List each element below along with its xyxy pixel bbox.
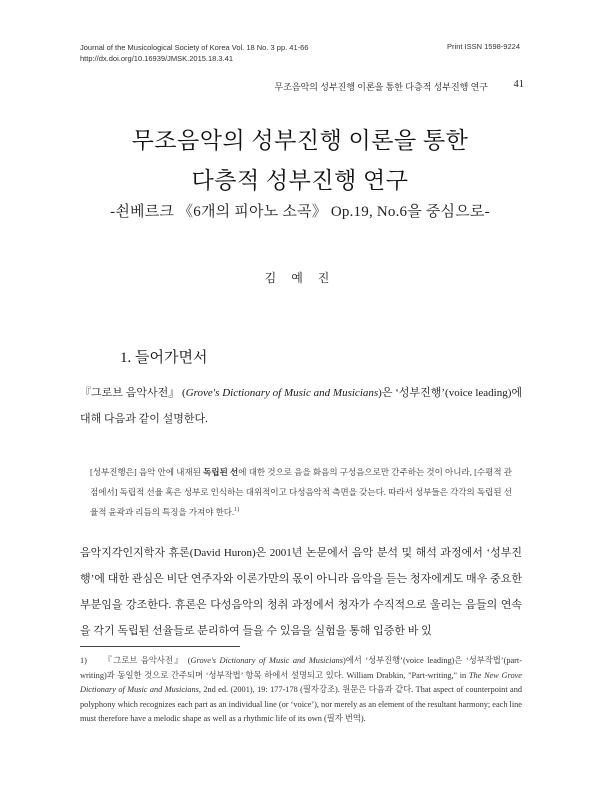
footnote-text-2: )에서 ‘성부진행’(voice leading)은 ‘성부작법’(part-writing)과 동일한 것으로 간주되며 ‘성부작법’ 항목 하에서 설명되고 있다. William Drabkin, "Part-writing," in (80, 656, 522, 680)
journal-citation (80, 42, 308, 64)
author-name: 김 예 진 (264, 271, 336, 285)
quote-emphasis: 독립된 선 (203, 467, 239, 477)
running-title: 무조음악의 성부진행 이론을 통한 다층적 성부진행 연구 (274, 82, 488, 92)
footnote-text-3: , 2nd ed. (2001), 19: 177-178 (필자강조). 원문은 다음과 같다. That aspect of counterpoint and polyphony which recognizes each part as an individual line (or ‘voice’), nor merely as an element of the resultant harmony; each line must therefore have a melodic shape as well as a rhythmic life of its own (필자 번역). (80, 685, 523, 723)
footnote-book-en: Grove's Dictionary of Music and Musicians (190, 656, 343, 665)
doi-link[interactable]: http://dx.doi.org/10.16939/JMSK.2015.18.3.41 (80, 54, 234, 63)
paragraph-huron: 음악지각인지학자 휴론(David Huron)은 2001년 논문에서 음악 분석 및 해석 과정에서 ‘성부진행’에 대한 관심은 비단 연주자와 이론가만의 몫이 아니라 음악을 듣는 청자에게도 매우 중요한 부분임을 강조한다. 휴론은 다성음악의 청취 과정에서 청자가 수직적으로 울리는 음들의 연속을 각기 독립된 선율들로 분리하여 들을 수 있음을 실험을 통해 입증한 바 있 (80, 547, 522, 637)
intro-text: )은 ‘성부진행’(voice leading)에 대해 다음과 같이 설명한다. (80, 387, 522, 425)
footnote (80, 654, 522, 727)
journal-info: Journal of the Musicological Society of Korea Vol. 18 No. 3 pp. 41-66 (80, 43, 309, 52)
quote-text-2: 에 대한 것으로 음을 화음의 구성음으로만 간주하는 것이 아니라, [수평적 관점에서] 독립적 선율 혹은 성부로 인식하는 대위적이고 다성음악적 측면을 갖는다. 따라서 성부들은 각각의 독립된 선율적 윤곽과 리듬의 특징을 가져야 한다. (90, 467, 512, 517)
footnote-ref[interactable]: 1) (234, 507, 240, 514)
print-issn: Print ISSN 1598-9224 (447, 42, 520, 51)
page-number: 41 (513, 79, 524, 90)
book-title-kr: 『그로브 음악사전』 (80, 387, 180, 399)
footnote-divider (80, 646, 240, 647)
title-line-1: 무조음악의 성부진행 이론을 통한 (131, 128, 469, 153)
block-quote (90, 462, 512, 522)
book-title-en: Grove's Dictionary of Music and Musicians (185, 387, 379, 399)
title-line-2: 다층적 성부진행 연구 (191, 168, 409, 193)
footnote-number: 1) (80, 656, 87, 665)
subtitle: -쇤베르크 《6개의 피아노 소곡》 Op.19, No.6을 중심으로- (110, 204, 490, 220)
paragraph-intro (80, 380, 522, 432)
quote-text-1: [성부진행은] 음악 안에 내재된 (90, 467, 204, 477)
footnote-grove-title: The New Grove Dictionary of Music and Musicians (80, 670, 522, 694)
paren-open: ( (182, 387, 186, 399)
footnote-text-1: 『그로브 음악사전』 ( (102, 656, 191, 665)
section-heading: 1. 들어가면서 (120, 350, 208, 366)
